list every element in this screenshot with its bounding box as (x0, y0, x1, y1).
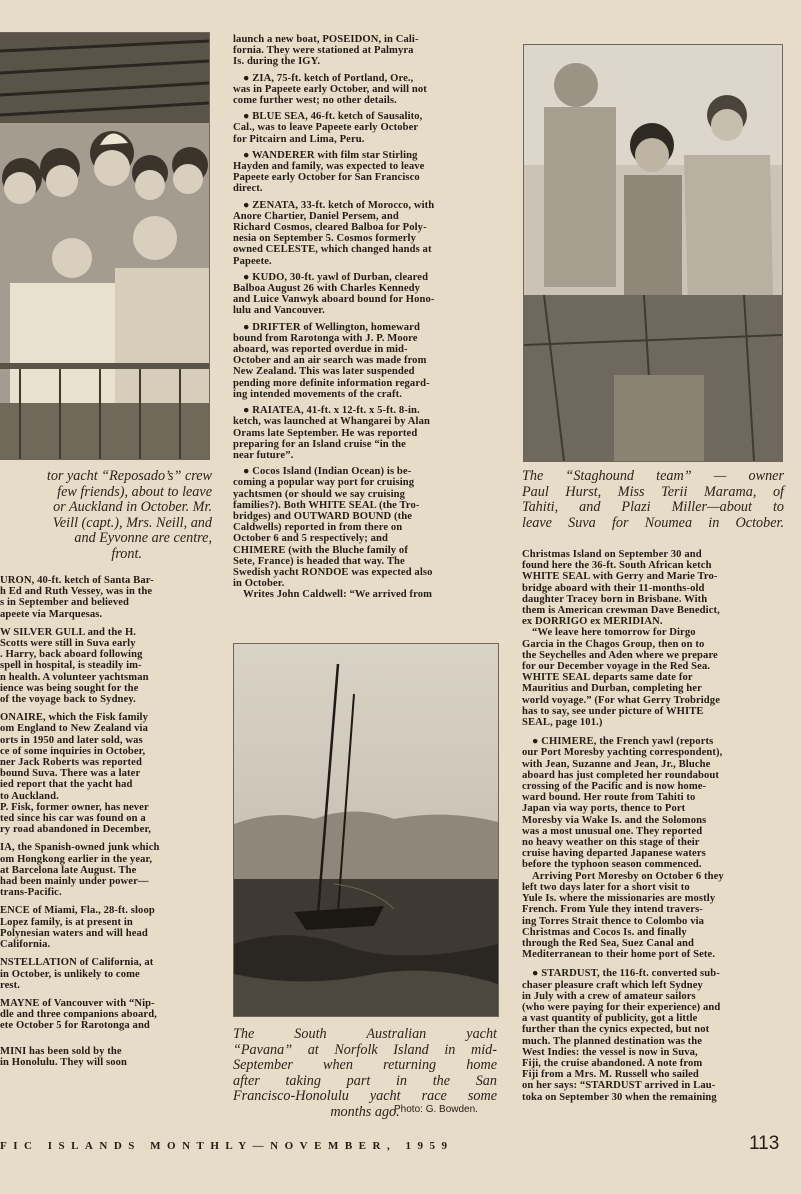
text-line: ● RAIATEA, 41-ft. x 12-ft. x 5-ft. 8-in. (243, 405, 420, 417)
text-line: ● ZIA, 75-ft. ketch of Portland, Ore., (243, 72, 414, 84)
text-line: ted since his car was found on a (0, 813, 146, 825)
staghound-team-caption: The “Staghound team” — owner Paul Hurst, Miss Terii Marama, of Tahiti, and Plazi Miller—about to leave Suva for Noumea in October. (522, 468, 784, 531)
text-line: h Ed and Ruth Vessey, was in the (0, 586, 153, 598)
text-line: ● BLUE SEA, 46-ft. ketch of Sausalito, (243, 111, 423, 123)
text-line: om Hongkong earlier in the year, (0, 853, 153, 865)
text-line: fornia. They were stationed at Palmyra (233, 45, 414, 57)
text-line: Fiji, the cruise abandoned. A note from (522, 1057, 703, 1069)
text-line: (who were paying for their experience) and (522, 1001, 721, 1013)
text-line: bound Suva. There was a later (0, 768, 141, 780)
text-line: in Honolulu. They will soon (0, 1056, 128, 1068)
text-line: and Luice Vanwyk aboard bound for Hono- (233, 294, 435, 306)
text-line: CHIMERE (with the Bluche family of (233, 544, 408, 556)
text-line: MAYNE of Vancouver with “Nip- (0, 997, 155, 1009)
text-line: found here the 36-ft. South African ketch (522, 560, 712, 572)
text-line: ce of some inquiries in October, (0, 745, 146, 757)
text-line: SEAL, page 101.) (522, 717, 603, 729)
text-line: om England to New Zealand via (0, 723, 148, 735)
text-line: California. (0, 939, 51, 951)
text-line: families?). Both WHITE SEAL (the Tro- (233, 499, 420, 511)
crew-photo-caption: tor yacht “Reposado’s” crew few friends), about to leave or Auckland in October. Mr. Veill (capt.), Mrs. Neill, and and Eyvonne are centre, front. (46, 468, 212, 562)
text-line: ing intended movements of the craft. (233, 388, 402, 400)
page-number: 113 (749, 1133, 780, 1154)
text-line: further than the cynics expected, but not (522, 1024, 710, 1036)
text-line: Scotts were still in Suva early (0, 638, 136, 650)
text-line: was a most unusual one. They reported (522, 825, 703, 837)
text-line: them is American crewman Dave Benedict, (522, 605, 720, 617)
text-line: ketch, was launched at Whangarei by Alan (233, 416, 430, 428)
text-line: toka on September 30 when the remaining (522, 1091, 717, 1103)
text-line: MINI has been sold by the (0, 1045, 122, 1057)
text-line: ● WANDERER with film star Stirling (243, 149, 418, 161)
middle-text-column (233, 34, 499, 624)
text-line: WHITE SEAL with Gerry and Marie Tro- (522, 571, 718, 583)
text-line: ● CHIMERE, the French yawl (reports (532, 736, 714, 748)
staghound-team-photo (523, 44, 783, 462)
text-line: Anore Chartier, Daniel Persem, and (233, 210, 399, 222)
text-line: P. Fisk, former owner, has never (0, 801, 149, 813)
text-line: . Harry, back aboard following (0, 649, 143, 661)
text-line: rest. (0, 979, 21, 991)
text-line: crossing of the Pacific and is now home- (522, 781, 707, 793)
text-line: bridges) and OUTWARD BOUND (the (233, 510, 413, 522)
text-line: ete October 5 for Rarotonga and (0, 1020, 150, 1032)
text-line: ENCE of Miami, Fla., 28-ft. sloop (0, 905, 155, 917)
text-line: launch a new boat, POSEIDON, in Cali- (233, 34, 419, 45)
yacht-pavana-photo (233, 643, 499, 1017)
text-line: NSTELLATION of California, at (0, 957, 154, 969)
text-line: aboard has just completed her roundabout (522, 769, 719, 781)
text-line: for our December voyage in the Red Sea. (522, 661, 711, 673)
text-line: trans-Pacific. (0, 887, 62, 899)
text-line: at Barcelona late August. The (0, 864, 137, 876)
text-line: come further west; no other details. (233, 95, 397, 107)
running-footer: FIC ISLANDS MONTHLY—NOVEMBER, 1959 (0, 1140, 454, 1152)
crew-photo (0, 32, 210, 460)
left-text-column (0, 575, 209, 1123)
text-line: Mauritius and Durban, completing her (522, 683, 702, 695)
text-line: to Auckland. (0, 790, 59, 802)
text-line: Caldwells) reported in from there on (233, 522, 403, 534)
yacht-pavana-caption: The South Australian yacht “Pavana” at Norfolk Island in mid- September when returning home after taking part in the San Francisco-Honolulu yacht race some months ago. (233, 1026, 497, 1120)
text-line: ONAIRE, which the Fisk family (0, 712, 148, 724)
text-line: has to say, see under picture of WHITE (522, 705, 704, 717)
text-line: aboard, was reported overdue in mid- (233, 344, 408, 356)
text-line: on her says: “STARDUST arrived in Lau- (522, 1080, 716, 1092)
text-line: ex DORRIGO ex MERIDIAN. (522, 616, 663, 628)
text-line: had been mainly under power— (0, 876, 149, 888)
text-line: in October. (233, 578, 285, 590)
text-line: direct. (233, 183, 263, 195)
text-line: Fiji from a Mrs. M. Russell who sailed (522, 1069, 699, 1081)
text-line: French. From Yule they intend travers- (522, 904, 703, 916)
text-line: bound from Rarotonga with J. P. Moore (233, 332, 418, 344)
text-line: Moresby via Wake Is. and the Solomons (522, 814, 707, 826)
text-line: Christmas Island on September 30 and (522, 549, 702, 560)
text-line: the Seychelles and Aden where we prepare (522, 649, 718, 661)
text-line: October 6 and 5 respectively; and (233, 533, 389, 545)
photo-credit: Photo: G. Bowden. (394, 1104, 478, 1115)
text-line: URON, 40-ft. ketch of Santa Bar- (0, 575, 154, 586)
text-line: bridge aboard with their 11-months-old (522, 582, 705, 594)
text-line: yachtsmen (or should we say cruising (233, 488, 406, 500)
text-line: world voyage.” (For what Gerry Trobridge (522, 694, 720, 706)
text-line: before the typhoon season commenced. (522, 859, 702, 871)
text-line: in October, is unlikely to come (0, 968, 140, 980)
text-line: through the Red Sea, Suez Canal and (522, 937, 694, 949)
text-line: spell in hospital, is steadily im- (0, 660, 142, 672)
text-line: coming a popular way port for cruising (233, 477, 415, 489)
text-line: New Zealand. This was later suspended (233, 366, 415, 378)
text-line: preparing for an Island cruise “in the (233, 438, 406, 450)
text-line: for Pitcairn and Lima, Peru. (233, 133, 365, 145)
text-line: Polynesian waters and will head (0, 927, 148, 939)
text-line: chaser pleasure craft which left Sydney (522, 979, 703, 991)
text-line: Cal., was to leave Papeete early October (233, 122, 419, 134)
text-line: IA, the Spanish-owned junk which (0, 842, 160, 854)
text-line: ● STARDUST, the 116-ft. converted sub- (532, 968, 720, 980)
text-line: Hayden and family, was expected to leave (233, 161, 425, 173)
text-line: orts in 1950 and later sold, was (0, 734, 143, 746)
text-line: Balboa August 26 with Charles Kennedy (233, 283, 421, 295)
text-line: nesia on September 5. Cosmos formerly (233, 233, 416, 245)
text-line: apeete via Marquesas. (0, 608, 103, 620)
text-line: West Indies: the vessel is now in Suva, (522, 1046, 698, 1058)
text-line: cruise having departed Japanese waters (522, 848, 706, 860)
text-line: much. The planned destination was the (522, 1035, 703, 1047)
staghound-team-image (524, 45, 782, 461)
text-line: ry road abandoned in December, (0, 824, 152, 836)
text-line: daughter Tracey born in Brisbane. With (522, 593, 708, 605)
text-line: Arriving Port Moresby on October 6 they (532, 870, 724, 882)
text-line: Swedish yacht RONDOE was expected also (233, 566, 433, 578)
text-line: “We leave here tomorrow for Dirgo (532, 627, 696, 639)
text-line: was in Papeete early October, and will not (233, 83, 427, 95)
text-line: Richard Cosmos, cleared Balboa for Poly- (233, 222, 427, 234)
text-line: ● DRIFTER of Wellington, homeward (243, 321, 420, 333)
text-line: ● ZENATA, 33-ft. ketch of Morocco, with (243, 199, 435, 211)
text-line: lulu and Vancouver. (233, 305, 325, 317)
text-line: Yule Is. where the missionaries are mostly (522, 893, 716, 905)
text-line: Garcia in the Chagos Group, then on to (522, 638, 705, 650)
text-line: of the voyage back to Sydney. (0, 694, 136, 706)
text-line: our Port Moresby yachting correspondent), (522, 747, 723, 759)
text-line: near future”. (233, 449, 294, 461)
text-line: W SILVER GULL and the H. (0, 626, 137, 638)
text-line: with Jean, Suzanne and Jean, Jr., Bluche (522, 758, 711, 770)
text-line: no heavy weather on this stage of their (522, 837, 700, 849)
text-line: left two days later for a short visit to (522, 881, 690, 893)
text-line: Papeete early October for San Francisco (233, 172, 420, 184)
text-line: pending more definite information regard- (233, 377, 430, 389)
text-line: n health. A volunteer yachtsman (0, 671, 149, 683)
text-line: ● KUDO, 30-ft. yawl of Durban, cleared (243, 271, 429, 283)
text-line: Sete, France) is headed that way. The (233, 555, 405, 567)
text-line: Lopez family, is at present in (0, 916, 133, 928)
text-line: Japan via way ports, thence to Port (522, 803, 686, 815)
text-line: ● Cocos Island (Indian Ocean) is be- (243, 466, 412, 478)
text-line: ied report that the yacht had (0, 779, 133, 791)
text-line: in July with a crew of amateur sailors (522, 990, 696, 1002)
crew-photo-image (0, 33, 209, 459)
text-line: ing Torres Strait thence to Colombo via (522, 915, 705, 927)
text-line: Is. during the IGY. (233, 56, 321, 68)
text-line: ward bound. Her route from Tahiti to (522, 792, 696, 804)
text-line: Papeete. (233, 255, 272, 267)
text-line: Christmas and Cocos Is. and finally (522, 926, 687, 938)
text-line: ner Jack Roberts was reported (0, 757, 142, 769)
right-text-column (522, 549, 784, 1129)
text-line: WHITE SEAL departs same date for (522, 672, 693, 684)
text-line: Writes John Caldwell: “We arrived from (243, 589, 433, 601)
text-line: a vast quantity of publicity, got a little (522, 1013, 698, 1025)
text-line: owned CELESTE, which changed hands at (233, 244, 432, 256)
text-line: October and an air search was made from (233, 355, 427, 367)
yacht-pavana-image (234, 644, 498, 1016)
text-line: Orams late September. He was reported (233, 427, 418, 439)
text-line: ience was being sought for the (0, 682, 139, 694)
text-line: dle and three companions aboard, (0, 1009, 157, 1021)
text-line: s in September and believed (0, 597, 130, 609)
text-line: Mediterranean to their home port of Sete. (522, 949, 716, 961)
